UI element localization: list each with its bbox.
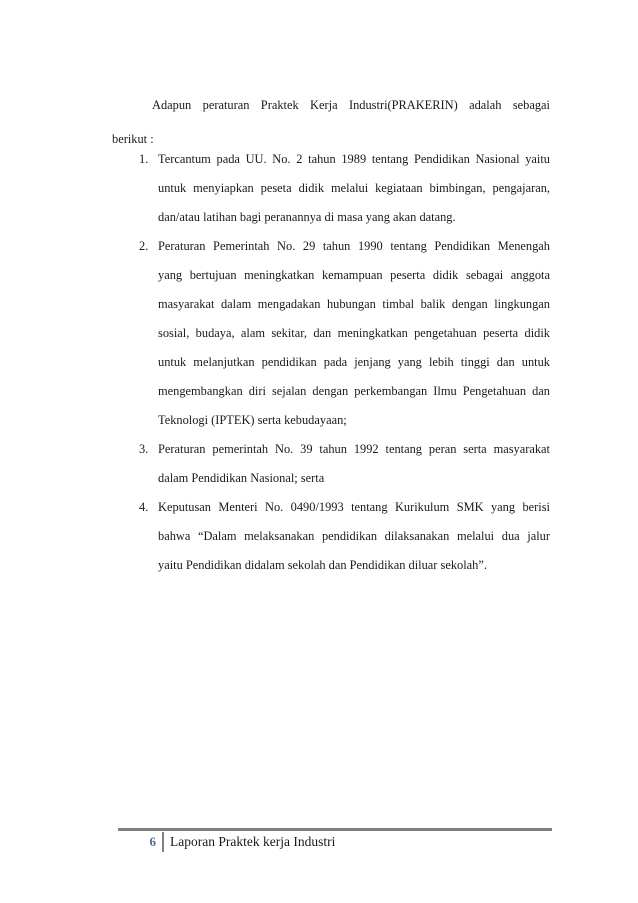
page-number: 6 [149, 834, 156, 849]
list-item-line: dalam Pendidikan Nasional; serta [158, 471, 325, 485]
footer-rule [118, 828, 552, 831]
list-number: 4. [139, 500, 149, 514]
list-item [112, 493, 550, 580]
list-item-line: Tercantum pada UU. No. 2 tahun 1989 tentang Pendidikan Nasional yaitu [158, 152, 550, 166]
list-item-line: yang bertujuan meningkatkan kemampuan peserta didik sebagai anggota [158, 268, 550, 282]
list-number: 3. [139, 442, 149, 456]
list-item-line: mengembangkan diri sejalan dengan perkembangan Ilmu Pengetahuan dan [158, 384, 550, 398]
footer-separator [162, 832, 164, 852]
list-item [112, 232, 550, 435]
list-item [112, 145, 550, 232]
list-item-line: bahwa “Dalam melaksanakan pendidikan dilaksanakan melalui dua jalur [158, 529, 550, 543]
intro-line-2: berikut : [112, 131, 154, 146]
list-number: 1. [139, 152, 149, 166]
list-item-line: dan/atau latihan bagi peranannya di masa yang akan datang. [158, 210, 456, 224]
list-item-line: sosial, budaya, alam sekitar, dan meningkatkan pengetahuan peserta didik [158, 326, 550, 340]
intro-line-1: Adapun peraturan Praktek Kerja Industri(PRAKERIN) adalah sebagai [152, 98, 550, 112]
list-item-line: yaitu Pendidikan didalam sekolah dan Pendidikan diluar sekolah”. [158, 558, 487, 572]
list-item-line: Keputusan Menteri No. 0490/1993 tentang Kurikulum SMK yang berisi [158, 500, 550, 514]
list-item-line: untuk melanjutkan pendidikan pada jenjang yang lebih tinggi dan untuk [158, 355, 550, 369]
list-item-line: Peraturan Pemerintah No. 29 tahun 1990 tentang Pendidikan Menengah [158, 239, 550, 253]
footer-title: Laporan Praktek kerja Industri [170, 834, 336, 849]
list-number: 2. [139, 239, 149, 253]
list-item-line: Teknologi (IPTEK) serta kebudayaan; [158, 413, 347, 427]
list-item-line: masyarakat dalam mengadakan hubungan timbal balik dengan lingkungan [158, 297, 550, 311]
list-item-line: untuk menyiapkan peseta didik melalui kegiataan bimbingan, pengajaran, [158, 181, 550, 195]
page-footer [118, 828, 552, 852]
list-item [112, 435, 550, 493]
list-item-line: Peraturan pemerintah No. 39 tahun 1992 tentang peran serta masyarakat [158, 442, 550, 456]
regulation-list [112, 145, 550, 580]
